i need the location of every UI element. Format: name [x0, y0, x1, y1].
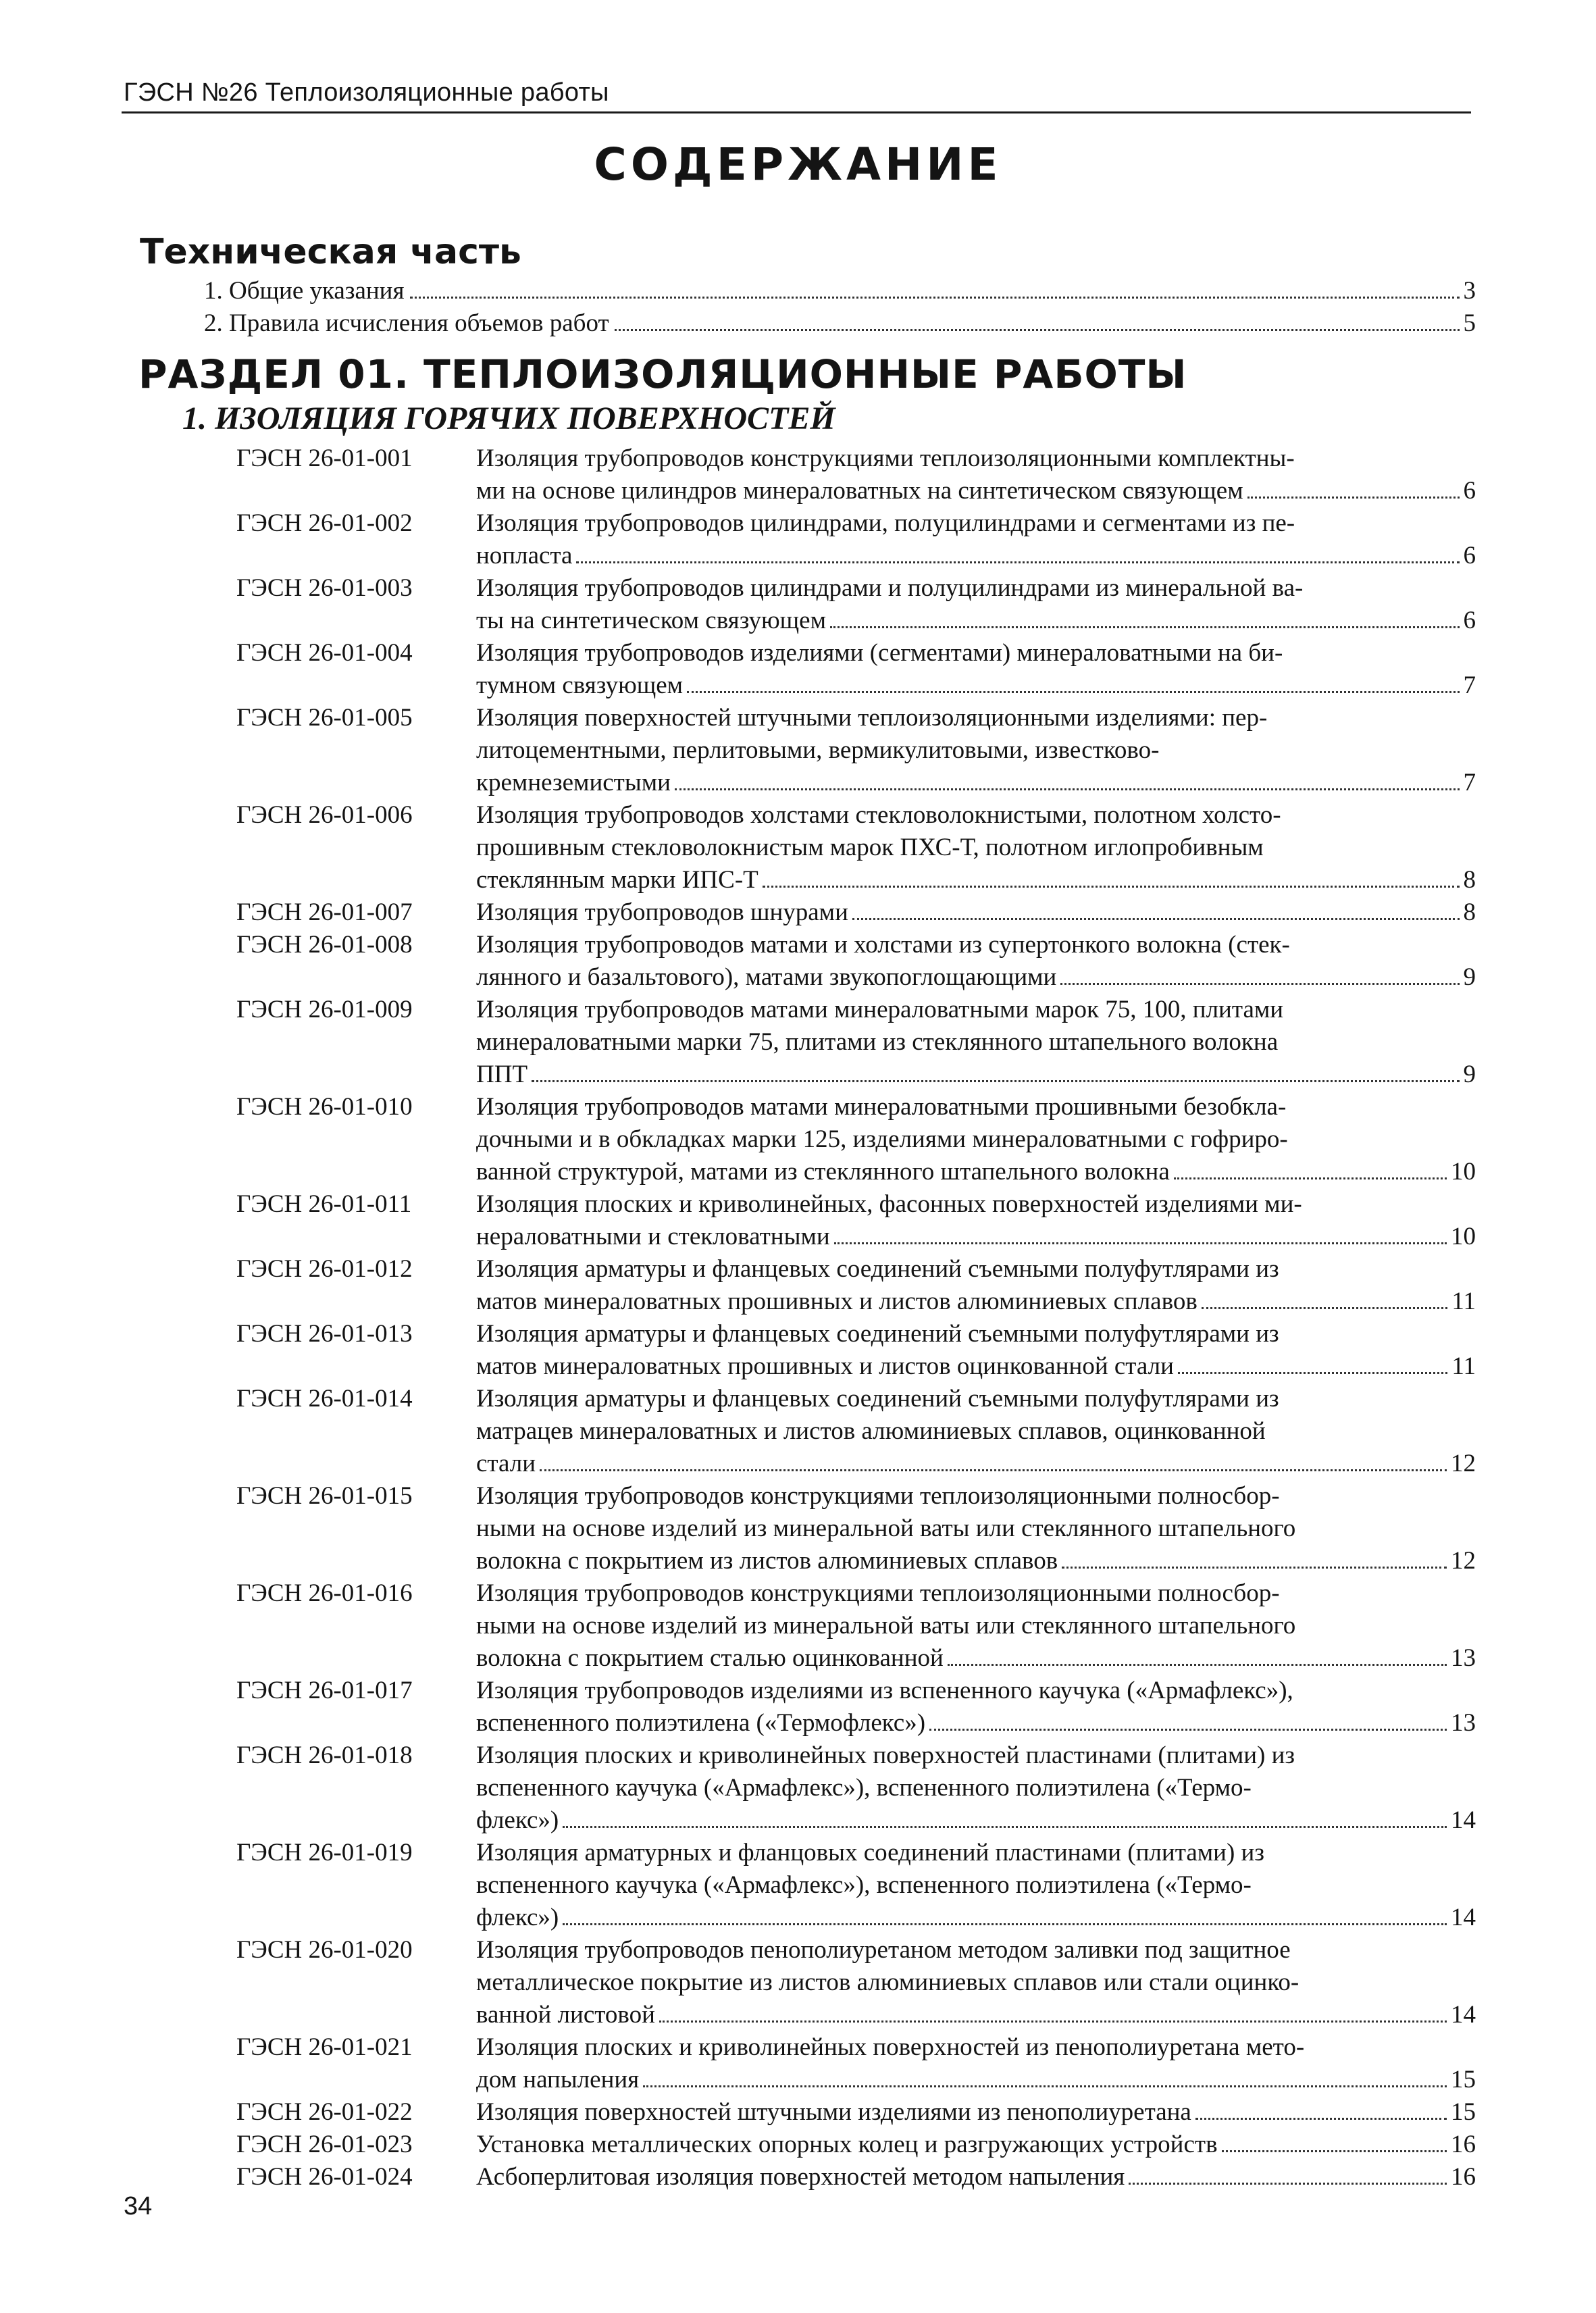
- dot-leader: [532, 1080, 1459, 1082]
- entry-code: ГЭСН 26-01-015: [236, 1482, 413, 1510]
- entry-line-text: вспененного каучука («Армафлекс»), вспененного полиэтилена («Термо-: [476, 1871, 1252, 1899]
- entry-code: ГЭСН 26-01-011: [236, 1190, 412, 1218]
- entry-line: [476, 1966, 1476, 1999]
- entry-page: 15: [1451, 2098, 1476, 2126]
- entry-line: [476, 1772, 1476, 1804]
- entry-line-text: Изоляция трубопроводов шнурами: [476, 898, 848, 926]
- entry-line: [476, 572, 1476, 605]
- dot-leader: [830, 626, 1460, 628]
- entry-line: [476, 1188, 1476, 1221]
- entry-line-text: Изоляция трубопроводов матами минераловатными марок 75, 100, плитами: [476, 996, 1284, 1023]
- entry-code: ГЭСН 26-01-021: [236, 2033, 413, 2061]
- entry-line-text: Изоляция трубопроводов пенополиуретаном методом заливки под защитное: [476, 1936, 1291, 1964]
- entry-line-text: Изоляция трубопроводов матами минераловатными прошивными безобкла-: [476, 1093, 1287, 1121]
- entry-line: [476, 1577, 1476, 1610]
- entry-line: [476, 832, 1476, 864]
- dot-leader: [1222, 2150, 1447, 2152]
- entry-line: [476, 637, 1476, 669]
- dot-leader: [563, 1826, 1447, 1828]
- entry-line-text: ты на синтетическом связующем: [476, 607, 826, 634]
- entry-body: [476, 994, 1476, 1091]
- dot-leader: [675, 788, 1460, 790]
- entry-line-text: ными на основе изделий из минеральной ваты или стеклянного штапельного: [476, 1515, 1296, 1542]
- dot-leader: [1247, 497, 1460, 499]
- entry-line: [476, 702, 1476, 734]
- toc-item: [204, 275, 1476, 307]
- entry-page: 11: [1451, 1352, 1476, 1380]
- entry-page: 15: [1451, 2066, 1476, 2093]
- dot-leader: [1174, 1177, 1447, 1179]
- entry-body: [476, 1739, 1476, 1837]
- toc-entry: [236, 1091, 1476, 1188]
- entry-line: [476, 1675, 1476, 1707]
- entry-line: [476, 1513, 1476, 1545]
- entry-line-text: лянного и базальтового), матами звукопоглощающими: [476, 963, 1057, 991]
- entry-line: [476, 1059, 1476, 1091]
- entry-line-text: волокна с покрытием сталью оцинкованной: [476, 1644, 944, 1672]
- entry-line-text: волокна с покрытием из листов алюминиевых сплавов: [476, 1547, 1058, 1575]
- entry-line-text: Изоляция трубопроводов конструкциями теплоизоляционными полносбор-: [476, 1482, 1280, 1510]
- entry-page: 6: [1463, 542, 1476, 569]
- entry-line-text: Изоляция арматуры и фланцевых соединений съемными полуфутлярами из: [476, 1320, 1279, 1348]
- entry-line: [476, 961, 1476, 994]
- entry-line: [476, 1480, 1476, 1513]
- entry-body: [476, 2129, 1476, 2161]
- dot-leader: [576, 561, 1459, 563]
- entry-page: 13: [1451, 1644, 1476, 1672]
- entry-line: [476, 1869, 1476, 1902]
- toc-entries: [236, 442, 1476, 2193]
- entry-code: ГЭСН 26-01-010: [236, 1093, 413, 1121]
- toc-entry: [236, 1577, 1476, 1675]
- entry-body: [476, 1837, 1476, 1934]
- entry-body: [476, 799, 1476, 896]
- entry-line-text: флекс»): [476, 1806, 559, 1834]
- entry-line-text: дом напыления: [476, 2066, 640, 2093]
- entry-line-text: Изоляция плоских и криволинейных поверхностей пластинами (плитами) из: [476, 1742, 1295, 1769]
- technical-part-title: Техническая часть: [140, 232, 521, 272]
- entry-line-text: Изоляция трубопроводов холстами стекловолокнистыми, полотном холсто-: [476, 801, 1281, 829]
- entry-code: ГЭСН 26-01-023: [236, 2131, 413, 2158]
- dot-leader: [1062, 1567, 1447, 1569]
- entry-body: [476, 1577, 1476, 1675]
- dot-leader: [1195, 2118, 1447, 2120]
- entry-code: ГЭСН 26-01-001: [236, 444, 413, 472]
- entry-line-text: стали: [476, 1450, 536, 1477]
- entry-line-text: Установка металлических опорных колец и разгружающих устройств: [476, 2131, 1218, 2158]
- entry-line: [476, 442, 1476, 475]
- page-number: 34: [124, 2192, 153, 2220]
- entry-body: [476, 1318, 1476, 1383]
- entry-line: [476, 1804, 1476, 1837]
- entry-body: [476, 929, 1476, 994]
- entry-line: [476, 994, 1476, 1026]
- entry-line-text: Изоляция трубопроводов конструкциями теплоизоляционными полносбор-: [476, 1579, 1280, 1607]
- dot-leader: [410, 297, 1460, 299]
- entry-code: ГЭСН 26-01-007: [236, 898, 413, 926]
- entry-line: [476, 2129, 1476, 2161]
- entry-line: [476, 475, 1476, 507]
- entry-line-text: вспененного полиэтилена («Термофлекс»): [476, 1709, 926, 1737]
- dot-leader: [948, 1664, 1447, 1666]
- entry-line-text: кремнеземистыми: [476, 769, 671, 796]
- dot-leader: [563, 1923, 1447, 1925]
- entry-body: [476, 2031, 1476, 2096]
- entry-line-text: Изоляция трубопроводов цилиндрами и полуцилиндрами из минеральной ва-: [476, 574, 1304, 602]
- entry-line-text: ми на основе цилиндров минераловатных на синтетическом связующем: [476, 477, 1243, 505]
- toc-entry: [236, 1383, 1476, 1480]
- entry-line: [476, 1999, 1476, 2031]
- entry-line: [476, 2064, 1476, 2096]
- entry-line: [476, 1318, 1476, 1350]
- toc-entry: [236, 2161, 1476, 2193]
- toc-entry: [236, 2031, 1476, 2096]
- entry-body: [476, 1934, 1476, 2031]
- entry-line-text: минераловатными марки 75, плитами из стеклянного штапельного волокна: [476, 1028, 1279, 1056]
- entry-page: 14: [1451, 2001, 1476, 2029]
- entry-line-text: флекс»): [476, 1904, 559, 1931]
- entry-line-text: Изоляция трубопроводов конструкциями теплоизоляционными комплектны-: [476, 444, 1295, 472]
- toc-entry: [236, 1934, 1476, 2031]
- entry-line: [476, 929, 1476, 961]
- entry-line: [476, 2031, 1476, 2064]
- entry-line-text: ванной структурой, матами из стеклянного штапельного волокна: [476, 1158, 1170, 1186]
- entry-line-text: ными на основе изделий из минеральной ваты или стеклянного штапельного: [476, 1612, 1296, 1640]
- entry-line-text: прошивным стекловолокнистым марок ПХС-Т, полотном иглопробивным: [476, 834, 1264, 861]
- entry-page: 8: [1463, 866, 1476, 894]
- entry-code: ГЭСН 26-01-020: [236, 1936, 413, 1964]
- entry-line-text: дочными и в обкладках марки 125, изделиями минераловатными с гофриро-: [476, 1125, 1288, 1153]
- toc-entry: [236, 572, 1476, 637]
- entry-body: [476, 1253, 1476, 1318]
- entry-page: 8: [1463, 898, 1476, 926]
- entry-page: 12: [1451, 1547, 1476, 1575]
- toc-entry: [236, 2129, 1476, 2161]
- dot-leader: [852, 918, 1460, 920]
- entry-code: ГЭСН 26-01-009: [236, 996, 413, 1023]
- entry-line: [476, 767, 1476, 799]
- entry-line: [476, 1610, 1476, 1642]
- entry-page: 7: [1463, 769, 1476, 796]
- entry-code: ГЭСН 26-01-002: [236, 509, 413, 537]
- entry-code: ГЭСН 26-01-012: [236, 1255, 413, 1283]
- dot-leader: [659, 2020, 1447, 2023]
- entry-line: [476, 1221, 1476, 1253]
- entry-code: ГЭСН 26-01-003: [236, 574, 413, 602]
- entry-line-text: литоцементными, перлитовыми, вермикулитовыми, известково-: [476, 736, 1160, 764]
- dot-leader: [763, 886, 1460, 888]
- entry-body: [476, 442, 1476, 507]
- entry-body: [476, 2096, 1476, 2129]
- dot-leader: [929, 1729, 1447, 1731]
- entry-body: [476, 896, 1476, 929]
- entry-line-text: Изоляция трубопроводов изделиями (сегментами) минераловатными на би-: [476, 639, 1283, 667]
- entry-line: [476, 1123, 1476, 1156]
- entry-code: ГЭСН 26-01-016: [236, 1579, 413, 1607]
- entry-line: [476, 2161, 1476, 2193]
- dot-leader: [615, 329, 1460, 331]
- entry-line-text: Изоляция трубопроводов изделиями из вспененного каучука («Армафлекс»),: [476, 1677, 1293, 1704]
- entry-body: [476, 1091, 1476, 1188]
- entry-line-text: матов минераловатных прошивных и листов алюминиевых сплавов: [476, 1288, 1198, 1315]
- entry-line-text: вспененного каучука («Армафлекс»), вспененного полиэтилена («Термо-: [476, 1774, 1252, 1802]
- page-title: СОДЕРЖАНИЕ: [594, 138, 1002, 190]
- toc-entry: [236, 896, 1476, 929]
- entry-page: 6: [1463, 607, 1476, 634]
- toc-item-page: 3: [1463, 277, 1476, 305]
- toc-entry: [236, 442, 1476, 507]
- entry-line: [476, 734, 1476, 767]
- entry-line: [476, 1545, 1476, 1577]
- toc-item-text: 1. Общие указания: [204, 277, 405, 305]
- entry-page: 10: [1451, 1223, 1476, 1250]
- dot-leader: [1202, 1307, 1448, 1309]
- dot-leader: [687, 691, 1459, 693]
- toc-entry: [236, 637, 1476, 702]
- subsection-title: 1. ИЗОЛЯЦИЯ ГОРЯЧИХ ПОВЕРХНОСТЕЙ: [182, 401, 835, 436]
- entry-line-text: Изоляция арматуры и фланцевых соединений съемными полуфутлярами из: [476, 1385, 1279, 1413]
- entry-page: 10: [1451, 1158, 1476, 1186]
- entry-body: [476, 1480, 1476, 1577]
- entry-line: [476, 1091, 1476, 1123]
- entry-code: ГЭСН 26-01-024: [236, 2163, 413, 2191]
- entry-code: ГЭСН 26-01-014: [236, 1385, 413, 1413]
- entry-line-text: Изоляция арматурных и фланцовых соединений пластинами (плитами) из: [476, 1839, 1264, 1866]
- toc-entry: [236, 702, 1476, 799]
- entry-line-text: тумном связующем: [476, 671, 684, 699]
- dot-leader: [834, 1242, 1447, 1244]
- toc-entry: [236, 799, 1476, 896]
- entry-line: [476, 605, 1476, 637]
- entry-line-text: нераловатными и стекловатными: [476, 1223, 830, 1250]
- entry-line-text: Изоляция плоских и криволинейных, фасонных поверхностей изделиями ми-: [476, 1190, 1302, 1218]
- entry-page: 16: [1451, 2163, 1476, 2191]
- entry-body: [476, 1675, 1476, 1739]
- toc-entry: [236, 1253, 1476, 1318]
- entry-page: 6: [1463, 477, 1476, 505]
- entry-line: [476, 1383, 1476, 1415]
- entry-line-text: матрацев минераловатных и листов алюминиевых сплавов, оцинкованной: [476, 1417, 1266, 1445]
- entry-line-text: Изоляция плоских и криволинейных поверхностей из пенополиуретана мето-: [476, 2033, 1305, 2061]
- entry-code: ГЭСН 26-01-008: [236, 931, 413, 959]
- entry-line-text: стеклянным марки ИПС-Т: [476, 866, 758, 894]
- entry-line-text: ППТ: [476, 1061, 528, 1088]
- entry-line-text: нопласта: [476, 542, 573, 569]
- dot-leader: [1178, 1372, 1447, 1374]
- entry-line: [476, 1286, 1476, 1318]
- entry-line-text: Изоляция поверхностей штучными теплоизоляционными изделиями: пер-: [476, 704, 1268, 732]
- entry-line: [476, 1642, 1476, 1675]
- entry-line-text: Асбоперлитовая изоляция поверхностей методом напыления: [476, 2163, 1125, 2191]
- entry-body: [476, 572, 1476, 637]
- entry-line: [476, 1156, 1476, 1188]
- entry-page: 9: [1463, 963, 1476, 991]
- entry-body: [476, 637, 1476, 702]
- entry-line: [476, 540, 1476, 572]
- dot-leader: [1129, 2183, 1447, 2185]
- entry-line: [476, 864, 1476, 896]
- entry-line: [476, 1739, 1476, 1772]
- entry-page: 16: [1451, 2131, 1476, 2158]
- entry-body: [476, 2161, 1476, 2193]
- entry-page: 11: [1451, 1288, 1476, 1315]
- toc-entry: [236, 1480, 1476, 1577]
- entry-line: [476, 2096, 1476, 2129]
- dot-leader: [1060, 983, 1459, 985]
- entry-body: [476, 702, 1476, 799]
- entry-page: 12: [1451, 1450, 1476, 1477]
- toc-item-text: 2. Правила исчисления объемов работ: [204, 309, 609, 337]
- entry-line-text: Изоляция арматуры и фланцевых соединений съемными полуфутлярами из: [476, 1255, 1279, 1283]
- entry-line: [476, 1707, 1476, 1739]
- entry-code: ГЭСН 26-01-005: [236, 704, 413, 732]
- entry-code: ГЭСН 26-01-017: [236, 1677, 413, 1704]
- toc-entry: [236, 507, 1476, 572]
- toc-entry: [236, 1739, 1476, 1837]
- toc-entry: [236, 1318, 1476, 1383]
- entry-code: ГЭСН 26-01-018: [236, 1742, 413, 1769]
- entry-line: [476, 1934, 1476, 1966]
- entry-page: 13: [1451, 1709, 1476, 1737]
- entry-line: [476, 1902, 1476, 1934]
- entry-body: [476, 1188, 1476, 1253]
- toc-entry: [236, 2096, 1476, 2129]
- technical-part-items: [204, 275, 1476, 340]
- entry-line-text: матов минераловатных прошивных и листов оцинкованной стали: [476, 1352, 1174, 1380]
- entry-line: [476, 1415, 1476, 1448]
- toc-entry: [236, 994, 1476, 1091]
- entry-line: [476, 1837, 1476, 1869]
- entry-page: 9: [1463, 1061, 1476, 1088]
- entry-line-text: Изоляция трубопроводов матами и холстами из супертонкого волокна (стек-: [476, 931, 1290, 959]
- entry-page: 7: [1463, 671, 1476, 699]
- entry-line: [476, 799, 1476, 832]
- entry-line: [476, 669, 1476, 702]
- entry-line: [476, 1253, 1476, 1286]
- section-title: РАЗДЕЛ 01. ТЕПЛОИЗОЛЯЦИОННЫЕ РАБОТЫ: [138, 351, 1187, 397]
- entry-code: ГЭСН 26-01-022: [236, 2098, 413, 2126]
- entry-line: [476, 896, 1476, 929]
- entry-line: [476, 1026, 1476, 1059]
- dot-leader: [540, 1469, 1447, 1471]
- entry-line: [476, 1448, 1476, 1480]
- header-rule: [122, 111, 1471, 113]
- entry-line-text: металлическое покрытие из листов алюминиевых сплавов или стали оцинко-: [476, 1968, 1299, 1996]
- entry-code: ГЭСН 26-01-013: [236, 1320, 413, 1348]
- entry-code: ГЭСН 26-01-004: [236, 639, 413, 667]
- entry-code: ГЭСН 26-01-006: [236, 801, 413, 829]
- dot-leader: [643, 2085, 1447, 2087]
- entry-line-text: Изоляция трубопроводов цилиндрами, полуцилиндрами и сегментами из пе-: [476, 509, 1295, 537]
- toc-entry: [236, 1188, 1476, 1253]
- toc-entry: [236, 929, 1476, 994]
- entry-page: 14: [1451, 1806, 1476, 1834]
- entry-page: 14: [1451, 1904, 1476, 1931]
- entry-code: ГЭСН 26-01-019: [236, 1839, 413, 1866]
- toc-item: [204, 307, 1476, 340]
- running-header: ГЭСН №26 Теплоизоляционные работы: [124, 78, 609, 107]
- toc-entry: [236, 1837, 1476, 1934]
- entry-line-text: ванной листовой: [476, 2001, 655, 2029]
- toc-entry: [236, 1675, 1476, 1739]
- toc-item-page: 5: [1463, 309, 1476, 337]
- entry-line: [476, 507, 1476, 540]
- entry-line-text: Изоляция поверхностей штучными изделиями из пенополиуретана: [476, 2098, 1191, 2126]
- entry-body: [476, 507, 1476, 572]
- entry-body: [476, 1383, 1476, 1480]
- entry-line: [476, 1350, 1476, 1383]
